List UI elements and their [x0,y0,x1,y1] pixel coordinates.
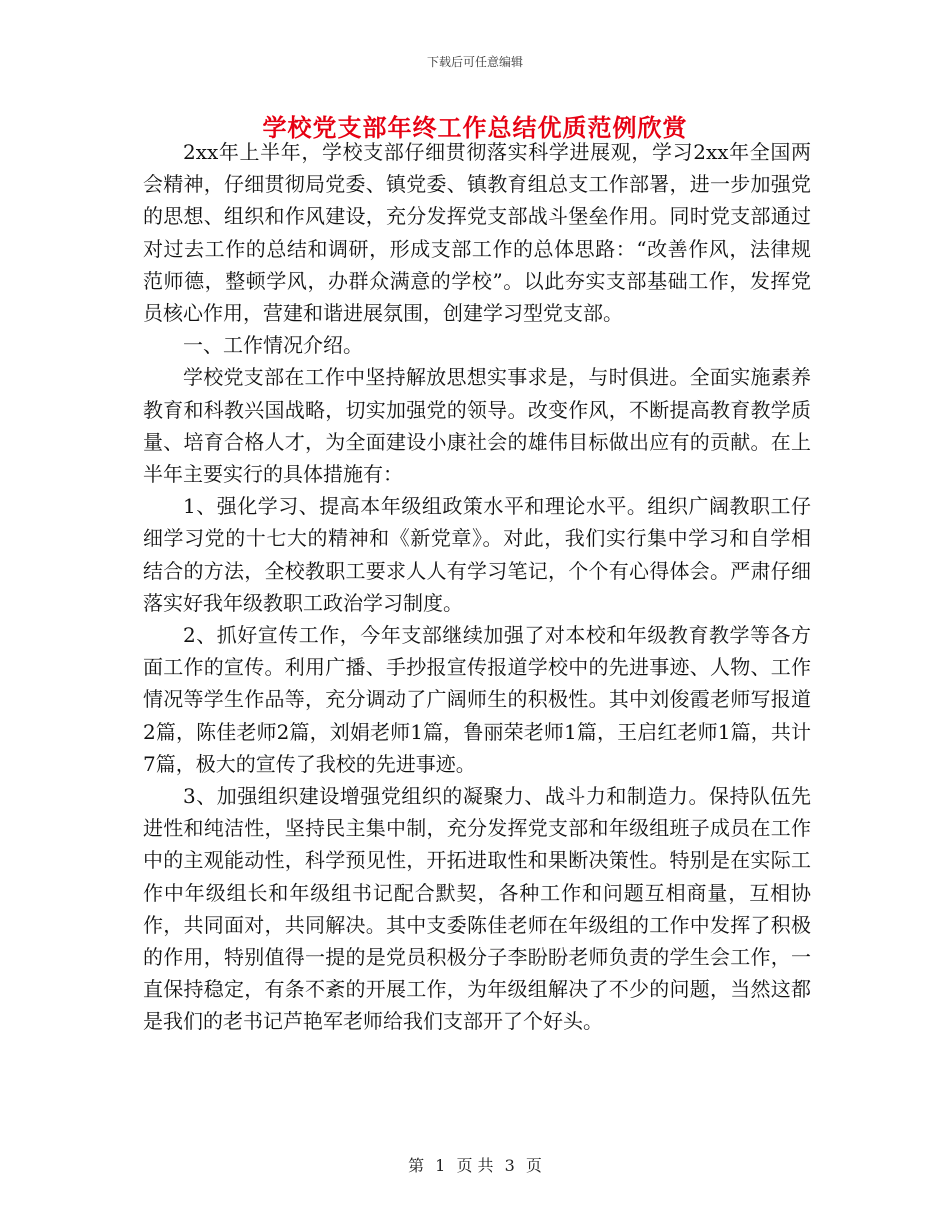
footer-total-pages: 3 [504,1156,515,1175]
footer-prefix: 第 [408,1156,425,1175]
page-footer [0,1153,950,1176]
paragraph-overview: 学校党支部在工作中坚持解放思想实事求是，与时俱进。全面实施素养教育和科教兴国战略，切实加强党的领导。改变作风，不断提高教育教学质量、培育合格人才，为全面建设小康社会的雄伟目标做出应有的贡献。在上半年主要实行的具体措施有： [143,365,811,487]
paragraph-item-1: 1、强化学习、提高本年级组政策水平和理论水平。组织广阔教职工仔细学习党的十七大的精神和《新党章》。对此，我们实行集中学习和自学相结合的方法，全校教职工要求人人有学习笔记，个个有心得体会。严肃仔细落实好我年级教职工政治学习制度。 [143,494,811,615]
footer-page-number: 1 [435,1156,446,1175]
section-heading: 一、工作情况介绍。 [183,333,363,358]
footer-suffix: 页 [525,1156,542,1175]
footer-mid: 页 共 [456,1156,494,1175]
header-note: 下载后可任意编辑 [426,55,523,69]
paragraph-item-3: 3、加强组织建设增强党组织的凝聚力、战斗力和制造力。保持队伍先进性和纯洁性，坚持民主集中制，充分发挥党支部和年级组班子成员在工作中的主观能动性，科学预见性，开拓进取性和果断决策性。特别是在实际工作中年级组长和年级组书记配合默契，各种工作和问题互相商量，互相协作，共同面对，共同解决。其中支委陈佳老师在年级组的工作中发挥了积极的作用，特别值得一提的是党员积极分子李盼盼老师负责的学生会工作，一直保持稳定，有条不紊的开展工作，为年级组解决了不少的问题，当然这都是我们的老书记芦艳军老师给我们支部开了个好头。 [143,784,811,1034]
document-body [143,136,811,1038]
document-title: 学校党支部年终工作总结优质范例欣赏 [262,113,688,142]
paragraph-item-2: 2、抓好宣传工作，今年支部继续加强了对本校和年级教育教学等各方面工作的宣传。利用广播、手抄报宣传报道学校中的先进事迹、人物、工作情况等学生作品等，充分调动了广阔师生的积极性。其中刘俊霞老师写报道2篇，陈佳老师2篇，刘娟老师1篇，鲁丽荣老师1篇，王启红老师1篇，共计7篇，极大的宣传了我校的先进事迹。 [143,623,811,776]
paragraph-intro: 2xx年上半年，学校支部仔细贯彻落实科学进展观，学习2xx年全国两会精神，仔细贯彻局党委、镇党委、镇教育组总支工作部署，进一步加强党的思想、组织和作风建设，充分发挥党支部战斗堡垒作用。同时党支部通过对过去工作的总结和调研，形成支部工作的总体思路：“改善作风，法律规范师德，整顿学风，办群众满意的学校”。以此夯实支部基础工作，发挥党员核心作用，营建和谐进展氛围，创建学习型党支部。 [143,140,811,326]
